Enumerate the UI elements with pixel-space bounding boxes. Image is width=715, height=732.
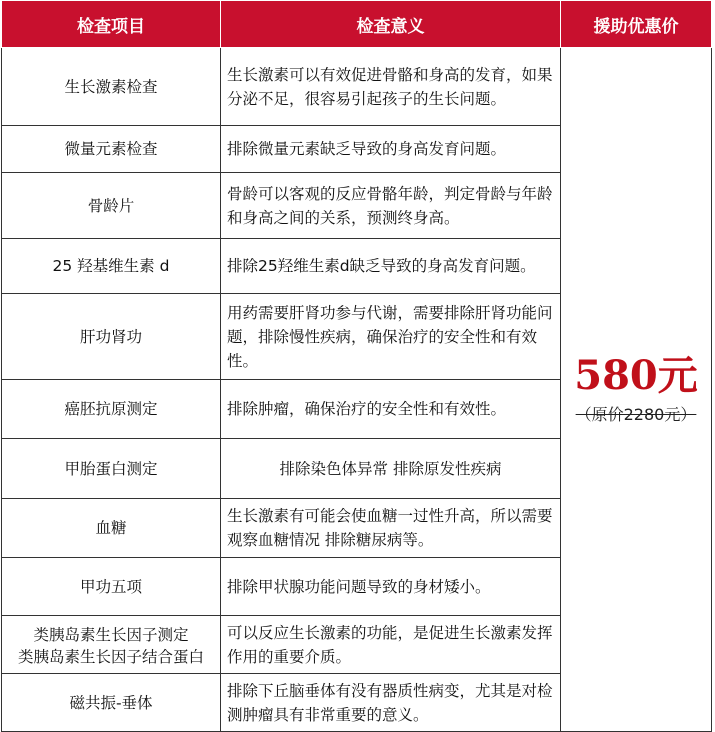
header-item: 检查项目 [2, 1, 221, 48]
table-header-row [2, 1, 712, 48]
header-price: 援助优惠价 [561, 1, 712, 48]
row-item [2, 616, 221, 674]
row-meaning: 生长激素有可能会使血糖一过性升高，所以需要观察血糖情况 排除糖尿病等。 [221, 499, 561, 558]
exam-price-table-wrap [1, 0, 711, 732]
current-price: 580元 [574, 351, 698, 399]
row-item: 肝功肾功 [2, 294, 221, 380]
row-item: 25 羟基维生素 d [2, 239, 221, 294]
row-meaning: 骨龄可以客观的反应骨骼年龄，判定骨龄与年龄和身高之间的关系，预测终身高。 [221, 173, 561, 239]
row-meaning: 排除下丘脑垂体有没有器质性病变，尤其是对检测肿瘤具有非常重要的意义。 [221, 674, 561, 732]
row-item-line2: 类胰岛素生长因子结合蛋白 [17, 647, 204, 666]
row-item: 骨龄片 [2, 173, 221, 239]
row-item: 磁共振-垂体 [2, 674, 221, 732]
row-meaning: 生长激素可以有效促进骨骼和身高的发育，如果分泌不足，很容易引起孩子的生长问题。 [221, 48, 561, 126]
row-meaning: 排除染色体异常 排除原发性疾病 [221, 439, 561, 499]
row-item: 甲功五项 [2, 558, 221, 616]
row-item: 甲胎蛋白测定 [2, 439, 221, 499]
row-item: 血糖 [2, 499, 221, 558]
row-meaning: 排除微量元素缺乏导致的身高发育问题。 [221, 126, 561, 173]
row-meaning: 用药需要肝肾功参与代谢，需要排除肝肾功能问题，排除慢性疾病，确保治疗的安全性和有效性。 [221, 294, 561, 380]
row-meaning: 可以反应生长激素的功能，是促进生长激素发挥作用的重要介质。 [221, 616, 561, 674]
price-cell [561, 48, 712, 732]
row-item-line1: 类胰岛素生长因子测定 [33, 625, 189, 644]
row-item: 癌胚抗原测定 [2, 380, 221, 439]
row-item: 生长激素检查 [2, 48, 221, 126]
row-item: 微量元素检查 [2, 126, 221, 173]
original-price: （原价2280元） [575, 404, 697, 424]
row-meaning: 排除肿瘤，确保治疗的安全性和有效性。 [221, 380, 561, 439]
row-meaning: 排除甲状腺功能问题导致的身材矮小。 [221, 558, 561, 616]
table-row [2, 48, 712, 126]
header-meaning: 检查意义 [221, 1, 561, 48]
row-meaning: 排除25羟维生素d缺乏导致的身高发育问题。 [221, 239, 561, 294]
exam-price-table [1, 0, 712, 732]
